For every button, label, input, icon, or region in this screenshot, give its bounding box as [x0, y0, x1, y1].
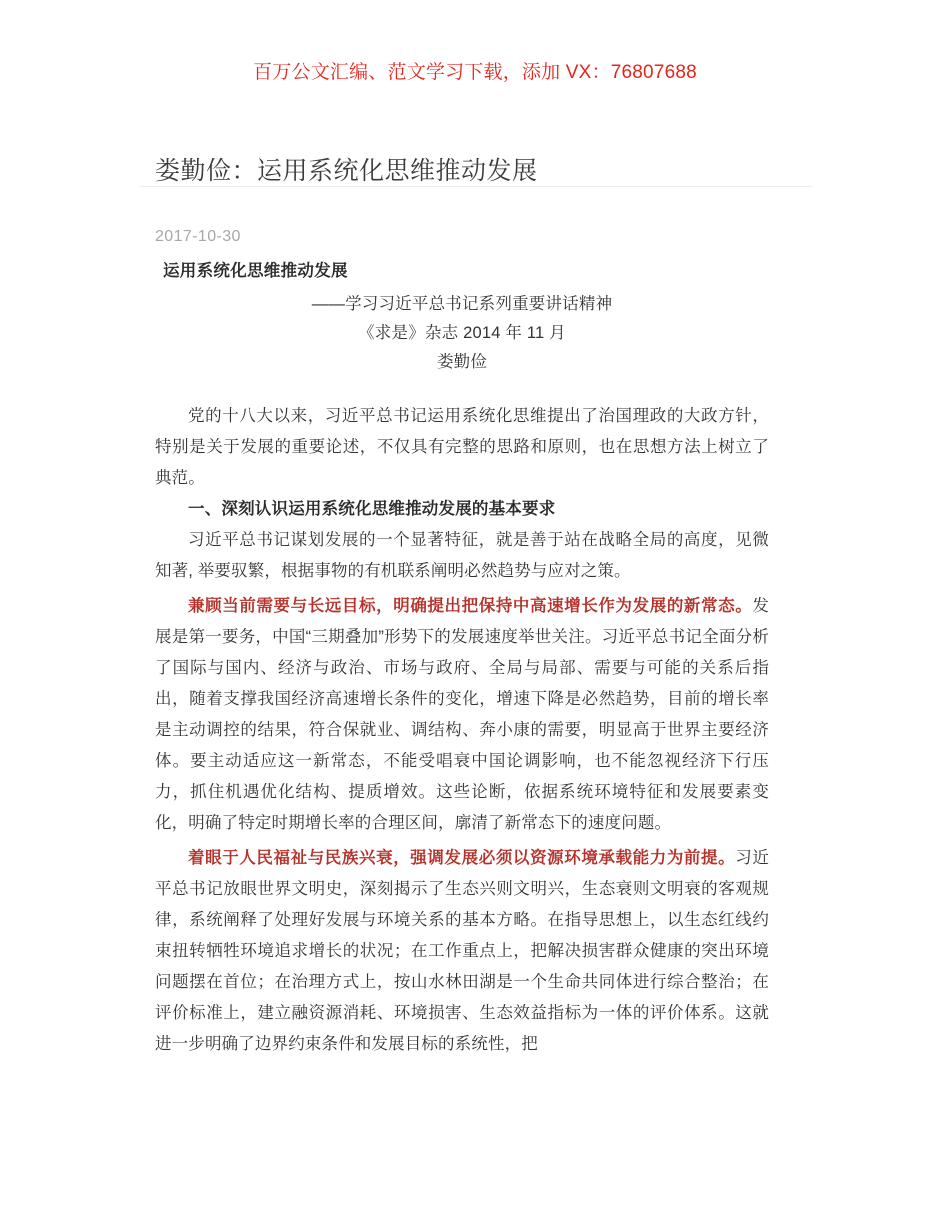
spacer: [155, 377, 769, 401]
body-paragraph: [155, 591, 769, 839]
document-subtitle-series: ——学习习近平总书记系列重要讲话精神: [311, 295, 613, 313]
document-heading: 运用系统化思维推动发展: [163, 262, 348, 280]
document-subtitle-author: 娄勤俭: [436, 353, 488, 371]
paragraph-text: 习近平总书记放眼世界文明史，深刻揭示了生态兴则文明兴，生态衰则文明衰的客观规律，系统阐释了处理好发展与环境关系的基本方略。在指导思想上，以生态红线约束扭转牺牲环境追求增长的状况；在工作重点上，把解决损害群众健康的突出环境问题摆在首位；在治理方式上，按山水林田湖是一个生命共同体进行综合整治；在评价标准上，建立融资源消耗、环境损害、生态效益指标为一体的评价体系。这就进一步明确了边界约束条件和发展目标的系统性，把: [155, 849, 769, 1053]
page-title: 娄勤俭：运用系统化思维推动发展: [155, 156, 538, 185]
title-divider: [140, 186, 812, 187]
body-paragraph: [155, 843, 769, 1060]
document-subtitle-source: 《求是》杂志 2014 年 11 月: [358, 324, 566, 342]
publish-date: 2017-10-30: [155, 228, 241, 245]
document-body: [155, 258, 769, 1060]
paragraph-text: 发展是第一要务，中国“三期叠加”形势下的发展速度举世关注。习近平总书记全面分析了国际与国内、经济与政治、市场与政府、全局与局部、需要与可能的关系后指出，随着支撑我国经济高速增长条件的变化，增速下降是必然趋势，目前的增长率是主动调控的结果，符合保就业、调结构、奔小康的需要，明显高于世界主要经济体。要主动适应这一新常态，不能受唱衰中国论调影响，也不能忽视经济下行压力，抓住机遇优化结构、提质增效。这些论断，依据系统环境特征和发展要素变化，明确了特定时期增长率的合理区间，廓清了新常态下的速度问题。: [155, 597, 769, 832]
highlighted-text: 兼顾当前需要与长远目标，明确提出把保持中高速增长作为发展的新常态。: [188, 597, 753, 615]
highlighted-text: 着眼于人民福祉与民族兴衰，强调发展必须以资源环境承载能力为前提。: [188, 849, 736, 867]
section-heading: 一、深刻认识运用系统化思维推动发展的基本要求: [188, 500, 556, 518]
paragraph-container: [155, 401, 769, 1060]
promo-banner: 百万公文汇编、范文学习下载，添加 VX：76807688: [253, 62, 697, 83]
body-paragraph: 习近平总书记谋划发展的一个显著特征，就是善于站在战略全局的高度，见微知著, 举要驭繁，根据事物的有机联系阐明必然趋势与应对之策。: [155, 531, 769, 580]
body-paragraph: 党的十八大以来，习近平总书记运用系统化思维提出了治国理政的大政方针，特别是关于发展的重要论述，不仅具有完整的思路和原则，也在思想方法上树立了典范。: [155, 407, 769, 487]
